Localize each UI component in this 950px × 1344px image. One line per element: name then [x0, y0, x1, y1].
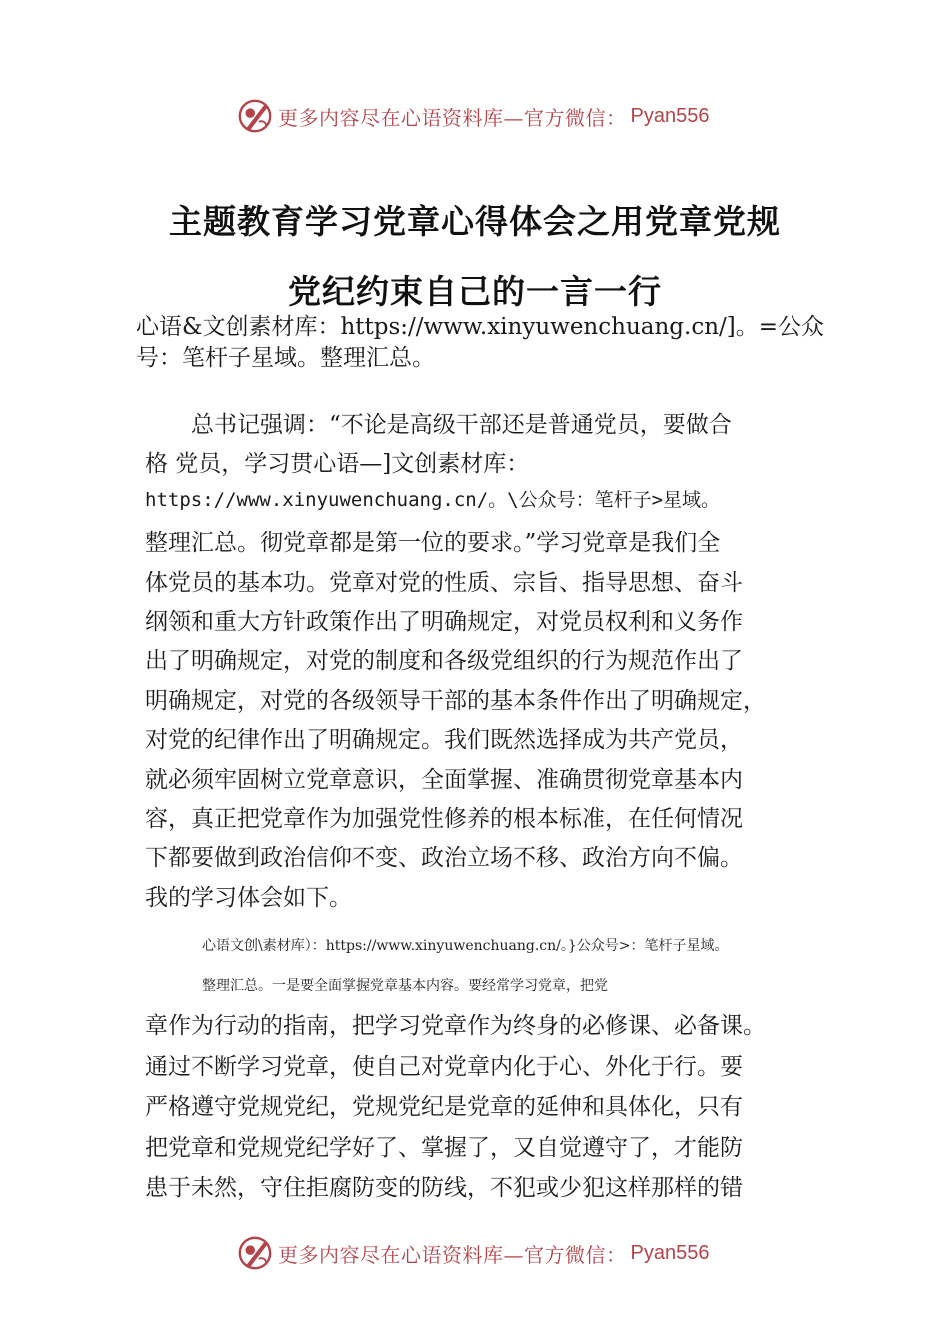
p1-line: 明确规定，对党的各级领导干部的基本条件作出了明确规定，	[145, 687, 766, 714]
small-line: 整理汇总。一是要全面掌握党章基本内容。要经常学习党章，把党	[202, 978, 608, 994]
header-banner	[236, 96, 709, 136]
p2-line: 把党章和党规党纪学好了、掌握了，又自觉遵守了，才能防	[145, 1134, 743, 1161]
p1-line: https://www.xinyuwenchuang.cn/。\公众号：笔杆子>星域。	[145, 488, 721, 511]
p1-line: 下都要做到政治信仰不变、政治立场不移、政治方向不偏。	[145, 845, 743, 872]
doc-title-line-2: 党纪约束自己的一言一行	[288, 272, 662, 311]
source-note: 心语&文创素材库：https://www.xinyuwenchuang.cn/]。=公众号：笔杆子星域。整理汇总。	[136, 314, 825, 371]
small-line: 心语文创\素材库）：https://www.xinyuwenchuang.cn/。}公众号>：笔杆子星域。	[202, 938, 729, 954]
footer-banner	[236, 1233, 709, 1273]
p1-line: 纲领和重大方针政策作出了明确规定，对党员权利和义务作	[145, 609, 743, 635]
p1-line: 我的学习体会如下。	[145, 884, 352, 911]
pen-logo-icon	[236, 1234, 274, 1272]
p2-line: 章作为行动的指南，把学习党章作为终身的必修课、必备课。	[145, 1013, 766, 1039]
p2-line: 通过不断学习党章，使自己对党章内化于心、外化于行。要	[145, 1053, 743, 1080]
p1-line: 总书记强调：“不论是高级干部还是普通党员，要做合	[145, 412, 732, 438]
doc-title-line-1: 主题教育学习党章心得体会之用党章党规	[169, 202, 781, 241]
p1-line: 体党员的基本功。党章对党的性质、宗旨、指导思想、奋斗	[145, 569, 743, 596]
p1-line: 出了明确规定，对党的制度和各级党组织的行为规范作出了	[145, 648, 743, 675]
banner-text: 更多内容尽在心语资料库—官方微信：	[278, 105, 627, 130]
banner-text: 更多内容尽在心语资料库—官方微信：	[278, 1242, 627, 1267]
p1-line: 整理汇总。彻党章都是第一位的要求。”学习党章是我们全	[145, 530, 721, 557]
banner-wechat-id: Pyan556	[630, 1241, 710, 1264]
pen-logo-icon	[236, 97, 274, 135]
p1-line: 对党的纪律作出了明确规定。我们既然选择成为共产党员，	[145, 727, 743, 754]
p2-line: 患于未然，守住拒腐防变的防线，不犯或少犯这样那样的错	[145, 1175, 743, 1201]
p1-line: 就必须牢固树立党章意识，全面掌握、准确贯彻党章基本内	[145, 766, 743, 793]
p1-line: 格 党员，学习贯心语—]文创素材库：	[145, 451, 530, 478]
p1-line: 容，真正把党章作为加强党性修养的根本标准，在任何情况	[145, 806, 743, 832]
p2-line: 严格遵守党规党纪，党规党纪是党章的延伸和具体化，只有	[145, 1094, 743, 1120]
banner-wechat-id: Pyan556	[630, 104, 710, 127]
